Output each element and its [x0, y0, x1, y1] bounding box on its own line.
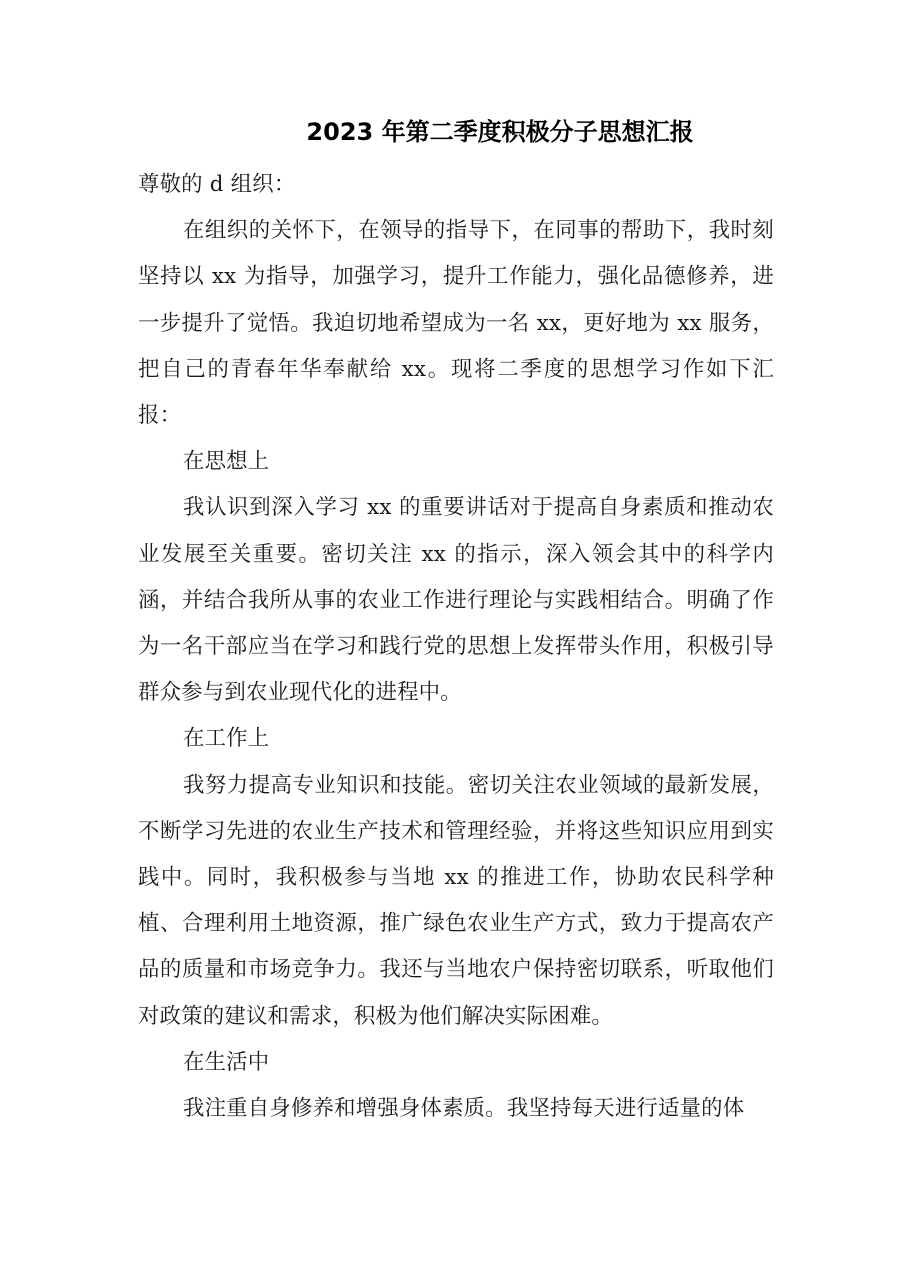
document-title: 2023 年第二季度积极分子思想汇报	[306, 118, 694, 146]
section-heading-life: 在生活中	[183, 1049, 270, 1075]
salutation: 尊敬的 d 组织：	[138, 172, 296, 197]
section-heading-work: 在工作上	[183, 726, 270, 752]
paragraph-life: 我注重自身修养和增强身体素质。我坚持每天进行适量的体	[183, 1096, 745, 1122]
section-heading-thought: 在思想上	[183, 449, 270, 475]
paragraph-work: 我努力提高专业知识和技能。密切关注农业领域的最新发展，不断学习先进的农业生产技术和管理经验，并将这些知识应用到实践中。同时，我积极参与当地 xx 的推进工作，协助农民科学种植、合理利用土地资源，推广绿色农业生产方式，致力于提高农产品的质量和市场竞争力。我还与当地农户保持密切联系，听取他们对政策的建议和需求，积极为他们解决实际困难。	[138, 772, 774, 1029]
paragraph-intro: 在组织的关怀下，在领导的指导下，在同事的帮助下，我时刻坚持以 xx 为指导，加强学习，提升工作能力，强化品德修养，进一步提升了觉悟。我迫切地希望成为一名 xx，更好地为 xx 服务，把自己的青春年华奉献给 xx。现将二季度的思想学习作如下汇报：	[138, 218, 774, 429]
paragraph-thought: 我认识到深入学习 xx 的重要讲话对于提高自身素质和推动农业发展至关重要。密切关注 xx 的指示，深入领会其中的科学内涵，并结合我所从事的农业工作进行理论与实践相结合。明确了作为一名干部应当在学习和践行党的思想上发挥带头作用，积极引导群众参与到农业现代化的进程中。	[138, 495, 774, 706]
document-body	[138, 162, 774, 1132]
